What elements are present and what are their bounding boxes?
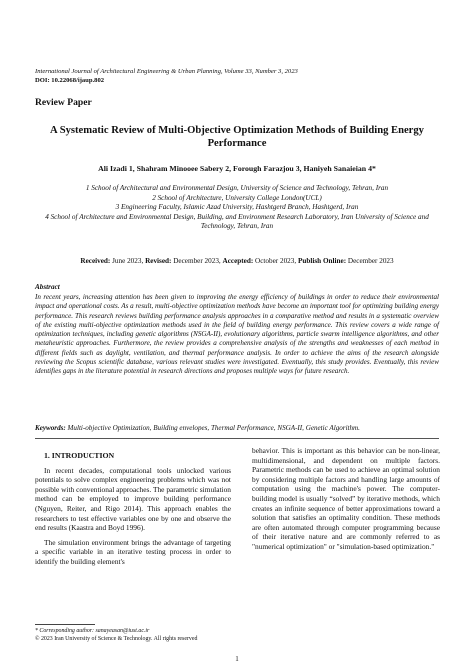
affiliation-2: 2 School of Architecture, University College London(UCL) bbox=[152, 193, 322, 202]
abstract-body: In recent years, increasing attention has been given to improving the energy efficiency of buildings in order to reduce their environmental impact and operational costs. As a result, multi-objective optimization methods have become an important tool for optimizing building energy performance. This research reviews building performance analysis approaches in a comparative method and results in a systematic overview of the existing multi-objective optimization methods used in the field of building energy performance. This review covers a wide range of optimization techniques, including genetic algorithms (NSGA-II), evolutionary algorithms, particle swarm intelligence algorithms, and other metaheuristic approaches. Furthermore, the review provides a comprehensive analysis of the strengths and weaknesses of each method in different fields such as daylight, ventilation, and thermal performance analysis. In order to achieve the aims of the research alongside reviewing the Scopus scientific database, various relevant studies were investigated. Eventually, this study provides. Eventually, this review identifies gaps in the literature potential in research directions and proposes multiple ways for future research. bbox=[35, 293, 439, 375]
right-column bbox=[252, 446, 440, 557]
affiliation-3: 3 Engineering Faculty, Islamic Azad University, Hashtgerd Branch, Hashtgerd, Iran bbox=[115, 203, 359, 212]
journal-citation: International Journal of Architectural Engineering & Urban Planning, Volume 33, Number 3, 2023 bbox=[35, 68, 298, 75]
intro-paragraph-3: behavior. This is important as this behavior can be non-linear, multidimensional, and dependent on multiple factors. Parametric methods can be used to achieve an optimal solution by considering multiple factors and handling large amounts of computation using the machine's power. The computer-building model is usually “solved” by iterative methods, which creates an infinite sequence of better approximations toward a solution that satisfies an optimality condition. These methods are often automated through computer programming because of their iterative nature and are commonly referred to as "numerical optimization" or "simulation-based optimization." bbox=[252, 446, 440, 551]
page-number: 1 bbox=[235, 655, 239, 663]
doi: DOI: 10.22068/ijaup.802 bbox=[35, 76, 105, 84]
affiliation-4: 4 School of Architecture and Environmental Design, Building, and Environment Research Laboratory, Iran University of Science and Technology, Tehran, Iran bbox=[45, 212, 429, 231]
keywords-list: Multi-objective Optimization, Building envelopes, Thermal Performance, NSGA-II, Genetic Algorithm. bbox=[65, 424, 360, 432]
keywords bbox=[35, 424, 439, 432]
abstract-heading: Abstract bbox=[35, 283, 60, 291]
publication-dates bbox=[35, 257, 439, 265]
journal-header bbox=[35, 68, 445, 85]
online-date: December 2023 bbox=[346, 257, 394, 265]
corresponding-author: * Corresponding author: sanayeasan@iust.ac.ir bbox=[35, 628, 150, 634]
affiliations bbox=[35, 184, 439, 232]
intro-paragraph-2: The simulation environment brings the advantage of targeting a specific variable in an iterative testing process in order to identify the building element's bbox=[35, 537, 231, 566]
author-list: Ali Izadi 1, Shahram Minooee Sabery 2, Forough Farazjou 3, Haniyeh Sanaieian 4* bbox=[98, 164, 376, 173]
copyright-notice: © 2023 Iran University of Science & Technology. All rights reserved bbox=[35, 635, 198, 642]
footnotes bbox=[35, 628, 255, 643]
affiliation-1: 1 School of Architectural and Environmental Design, University of Science and Technology, Tehran, Iran bbox=[85, 184, 389, 192]
article-type: Review Paper bbox=[35, 97, 92, 108]
online-label: Publish Online: bbox=[297, 257, 347, 265]
received-date: June 2023, bbox=[110, 257, 146, 265]
intro-paragraph-1: In recent decades, computational tools unlocked various potentials to solve complex engineering problems which was not possible with conventional approaches. The parametric simulation method can be employed to improve building performance (Nguyen, Reiter, and Rigo 2014). This approach enables the researchers to test effective variables one by one and observe the end results (Kaastra and Boyd 1996). bbox=[35, 465, 231, 533]
received-label: Received: bbox=[80, 257, 111, 265]
section-heading-introduction: 1. INTRODUCTION bbox=[44, 451, 115, 460]
revised-label: Revised: bbox=[145, 257, 172, 265]
section-divider bbox=[35, 438, 439, 439]
accepted-label: Accepted: bbox=[222, 257, 254, 265]
left-column bbox=[35, 451, 231, 572]
keywords-label: Keywords: bbox=[35, 424, 66, 432]
accepted-date: October 2023, bbox=[253, 257, 298, 265]
paper-title: A Systematic Review of Multi-Objective Optimization Methods of Building Energy Performance bbox=[50, 125, 424, 149]
footnote-rule bbox=[35, 624, 95, 625]
revised-date: December 2023, bbox=[171, 257, 223, 265]
